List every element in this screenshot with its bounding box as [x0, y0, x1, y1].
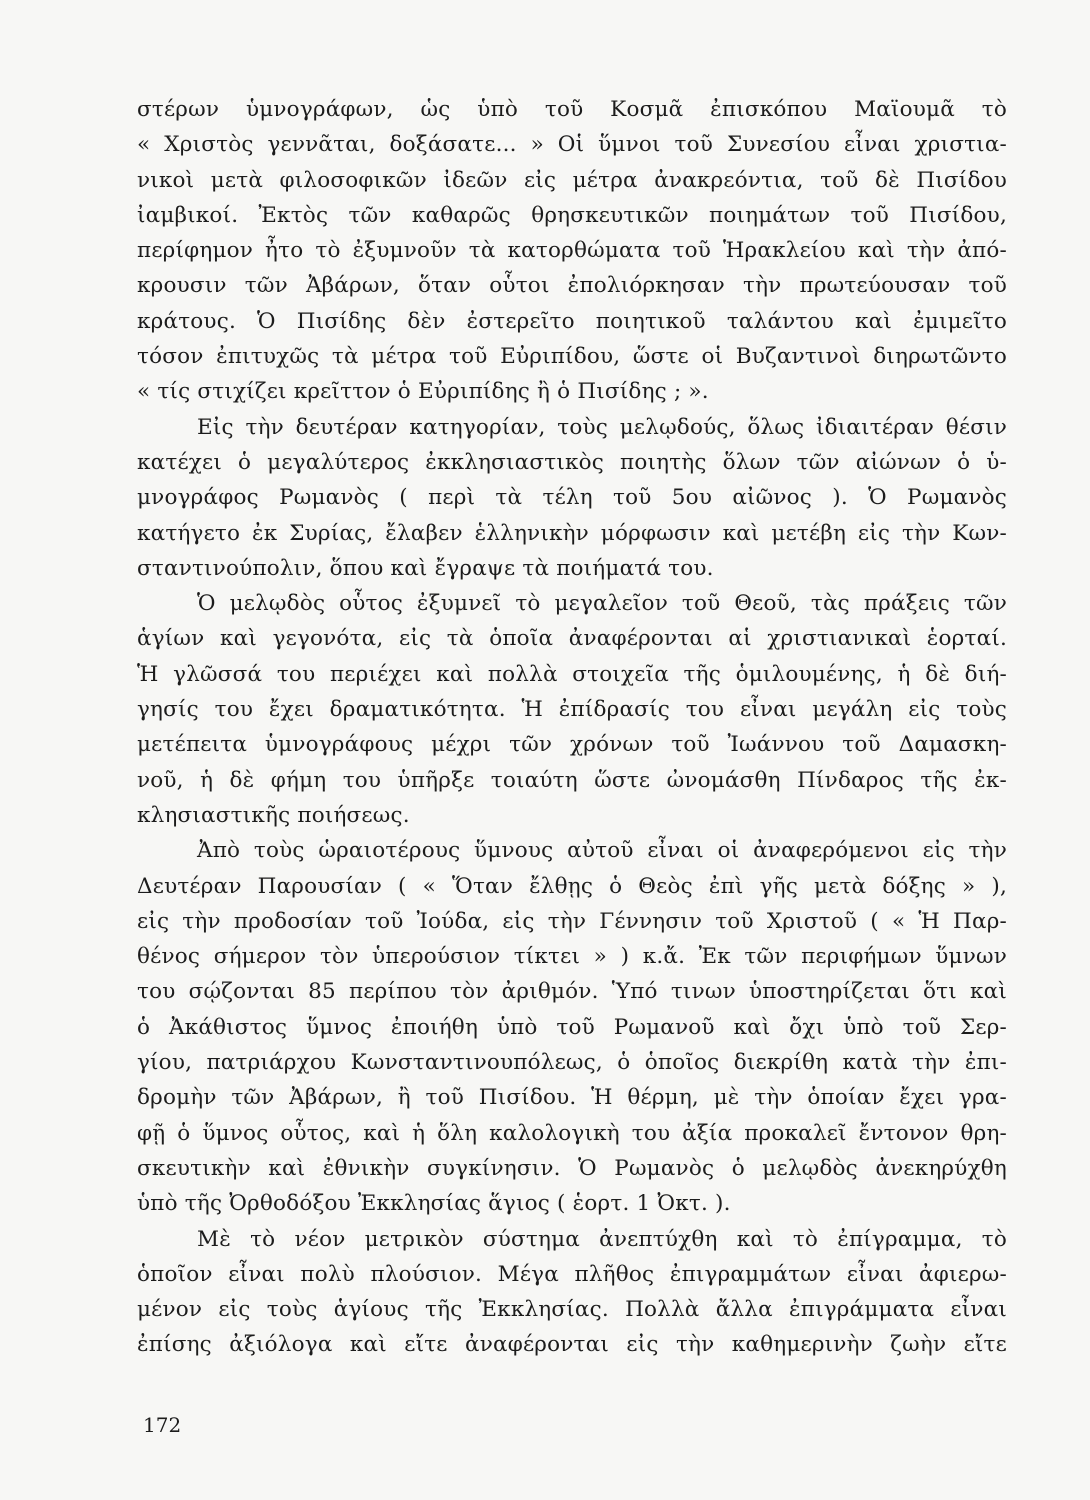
text-line: Δευτέραν Παρουσίαν ( « Ὅταν ἔλθῃς ὁ Θεὸς ἐπὶ γῆς μετὰ δόξης » ),	[137, 873, 1007, 899]
text-line: κρουσιν τῶν Ἀβάρων, ὅταν οὗτοι ἐπολιόρκησαν τὴν πρωτεύουσαν τοῦ	[137, 273, 1007, 299]
text-line: φῇ ὁ ὕμνος οὗτος, καὶ ἡ ὅλη καλολογικὴ του ἀξία προκαλεῖ ἔντονον θρη-	[137, 1120, 1007, 1146]
text-line: μνογράφος Ρωμανὸς ( περὶ τὰ τέλη τοῦ 5ου αἰῶνος ). Ὁ Ρωμανὸς	[137, 485, 1007, 511]
text-line: νικοὶ μετὰ φιλοσοφικῶν ἰδεῶν εἰς μέτρα ἀνακρεόντια, τοῦ δὲ Πισίδου	[137, 167, 1007, 193]
text-line: κατήγετο ἐκ Συρίας, ἔλαβεν ἑλληνικὴν μόρφωσιν καὶ μετέβη εἰς τὴν Κων-	[137, 520, 1007, 546]
text-line: ὑπὸ τῆς Ὀρθοδόξου Ἐκκλησίας ἅγιος ( ἑορτ. 1 Ὀκτ. ).	[137, 1191, 731, 1217]
text-line: νοῦ, ἡ δὲ φήμη του ὑπῆρξε τοιαύτη ὥστε ὠνομάσθη Πίνδαρος τῆς ἐκ-	[137, 767, 1007, 793]
body-text	[137, 92, 1007, 1363]
text-line: κατέχει ὁ μεγαλύτερος ἐκκλησιαστικὸς ποιητὴς ὅλων τῶν αἰώνων ὁ ὑ-	[137, 449, 1007, 475]
text-line: ἐπίσης ἀξιόλογα καὶ εἴτε ἀναφέρονται εἰς τὴν καθημερινὴν ζωὴν εἴτε	[137, 1332, 1007, 1358]
text-line: Ἡ γλῶσσά του περιέχει καὶ πολλὰ στοιχεῖα τῆς ὁμιλουμένης, ἡ δὲ διή-	[137, 661, 1007, 687]
text-line: σκευτικὴν καὶ ἐθνικὴν συγκίνησιν. Ὁ Ρωμανὸς ὁ μελῳδὸς ἀνεκηρύχθη	[137, 1155, 1007, 1181]
text-line: τόσον ἐπιτυχῶς τὰ μέτρα τοῦ Εὐριπίδου, ὥστε οἱ Βυζαντινοὶ διηρωτῶντο	[137, 344, 1007, 370]
text-line: σταντινούπολιν, ὅπου καὶ ἔγραψε τὰ ποιήματά του.	[137, 555, 714, 581]
text-line: Εἰς τὴν δευτέραν κατηγορίαν, τοὺς μελῳδούς, ὅλως ἰδιαιτέραν θέσιν	[197, 414, 1007, 440]
page-number: 172	[143, 1413, 182, 1437]
text-line: μένον εἰς τοὺς ἁγίους τῆς Ἐκκλησίας. Πολλὰ ἄλλα ἐπιγράμματα εἶναι	[137, 1297, 1007, 1323]
text-line: ὁ Ἀκάθιστος ὕμνος ἐποιήθη ὑπὸ τοῦ Ρωμανοῦ καὶ ὄχι ὑπὸ τοῦ Σερ-	[137, 1014, 1007, 1040]
text-line: ἁγίων καὶ γεγονότα, εἰς τὰ ὁποῖα ἀναφέρονται αἱ χριστιανικαὶ ἑορταί.	[137, 626, 1007, 652]
text-line: κλησιαστικῆς ποιήσεως.	[137, 802, 410, 828]
text-line: θένος σήμερον τὸν ὑπερούσιον τίκτει » ) κ.ἄ. Ἐκ τῶν περιφήμων ὕμνων	[137, 944, 1007, 970]
text-line: « τίς στιχίζει κρεῖττον ὁ Εὐριπίδης ἢ ὁ Πισίδης ; ».	[137, 379, 709, 405]
text-line: μετέπειτα ὑμνογράφους μέχρι τῶν χρόνων τοῦ Ἰωάννου τοῦ Δαμασκη-	[137, 732, 1007, 758]
text-line: δρομὴν τῶν Ἀβάρων, ἢ τοῦ Πισίδου. Ἡ θέρμη, μὲ τὴν ὁποίαν ἔχει γρα-	[137, 1085, 1007, 1111]
text-line: του σῴζονται 85 περίπου τὸν ἀριθμόν. Ὑπό τινων ὑποστηρίζεται ὅτι καὶ	[137, 979, 1007, 1005]
text-line: γίου, πατριάρχου Κωνσταντινουπόλεως, ὁ ὁποῖος διεκρίθη κατὰ τὴν ἐπι-	[137, 1050, 1007, 1076]
text-line: Ἀπὸ τοὺς ὡραιοτέρους ὕμνους αὐτοῦ εἶναι οἱ ἀναφερόμενοι εἰς τὴν	[197, 838, 1007, 864]
text-line: « Χριστὸς γεννᾶται, δοξάσατε... » Οἱ ὕμνοι τοῦ Συνεσίου εἶναι χριστια-	[137, 132, 1007, 158]
text-line: ὁποῖον εἶναι πολὺ πλούσιον. Μέγα πλῆθος ἐπιγραμμάτων εἶναι ἀφιερω-	[137, 1261, 1007, 1287]
text-line: εἰς τὴν προδοσίαν τοῦ Ἰούδα, εἰς τὴν Γέννησιν τοῦ Χριστοῦ ( « Ἡ Παρ-	[137, 908, 1007, 934]
text-line: ἰαμβικοί. Ἐκτὸς τῶν καθαρῶς θρησκευτικῶν ποιημάτων τοῦ Πισίδου,	[137, 202, 1007, 228]
text-line: στέρων ὑμνογράφων, ὡς ὑπὸ τοῦ Κοσμᾶ ἐπισκόπου Μαϊουμᾶ τὸ	[137, 97, 1007, 122]
text-line: Μὲ τὸ νέον μετρικὸν σύστημα ἀνεπτύχθη καὶ τὸ ἐπίγραμμα, τὸ	[197, 1226, 1007, 1252]
text-line: κράτους. Ὁ Πισίδης δὲν ἐστερεῖτο ποιητικοῦ ταλάντου καὶ ἐμιμεῖτο	[137, 308, 1007, 334]
text-line: γησίς του ἔχει δραματικότητα. Ἡ ἐπίδρασίς του εἶναι μεγάλη εἰς τοὺς	[137, 697, 1007, 723]
text-line: Ὁ μελῳδὸς οὗτος ἐξυμνεῖ τὸ μεγαλεῖον τοῦ Θεοῦ, τὰς πράξεις τῶν	[197, 591, 1007, 617]
text-line: περίφημον ἦτο τὸ ἐξυμνοῦν τὰ κατορθώματα τοῦ Ἡρακλείου καὶ τὴν ἀπό-	[137, 238, 1007, 264]
